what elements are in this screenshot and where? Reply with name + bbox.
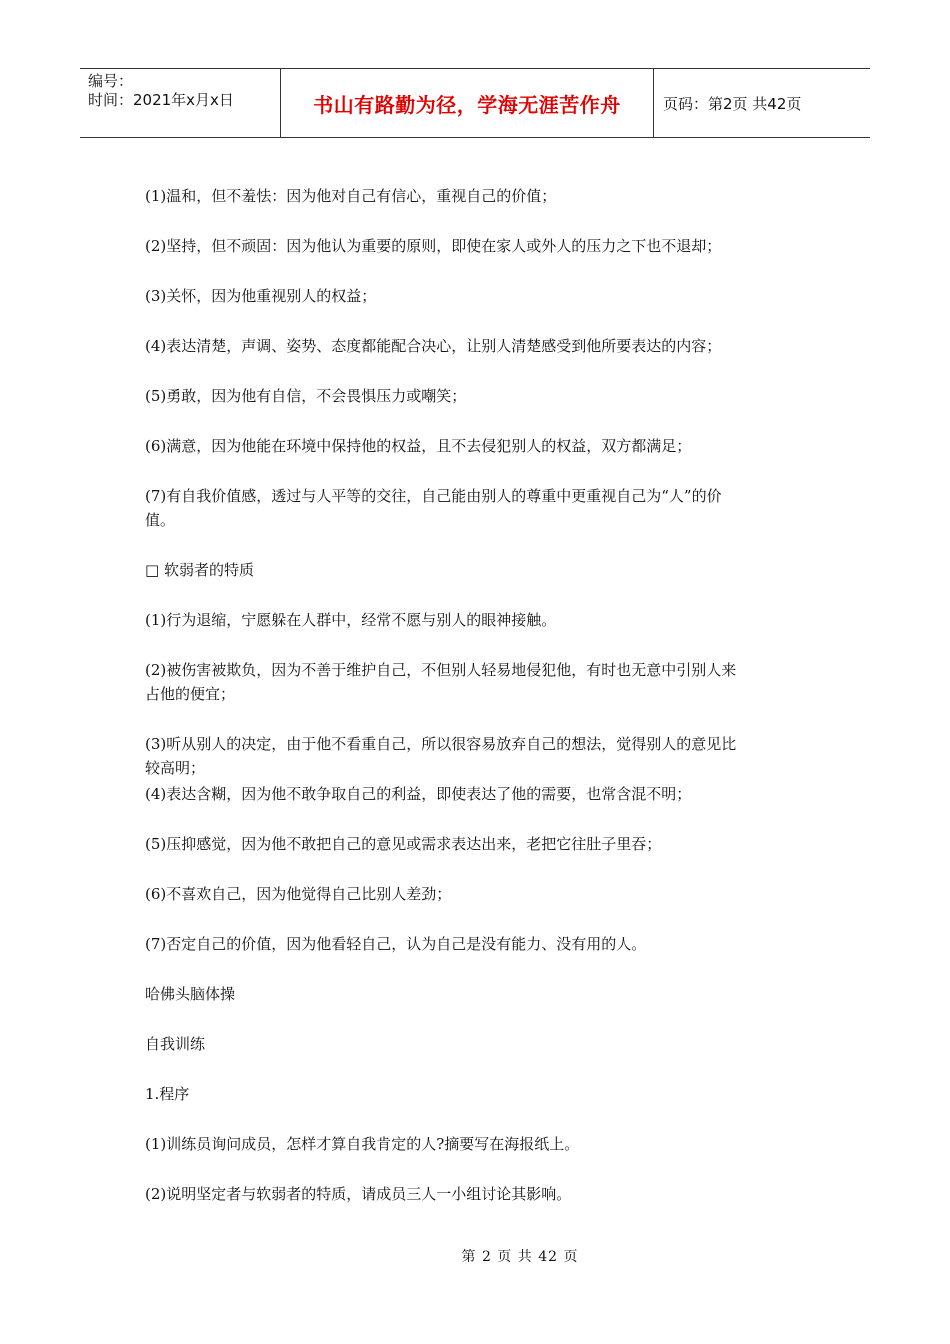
paragraph-line: (7)有自我价值感，透过与人平等的交往，自己能由别人的尊重中更重视自己为“人”的价	[145, 487, 722, 505]
paragraph-line: 较高明；	[145, 759, 206, 777]
paragraph-line: 占他的便宜；	[145, 685, 236, 703]
paragraph	[145, 832, 810, 856]
paragraph-line: (2)被伤害被欺负，因为不善于维护自己，不但别人轻易地侵犯他，有时也无意中引别人来	[145, 661, 737, 679]
paragraph-line: 值。	[145, 511, 176, 529]
paragraph	[145, 782, 810, 806]
paragraph	[145, 882, 810, 906]
paragraph	[145, 484, 810, 532]
paragraph-line: (5)压抑感觉，因为他不敢把自己的意见或需求表达出来，老把它往肚子里吞；	[145, 835, 662, 853]
paragraph	[145, 384, 810, 408]
paragraph-line: 1.程序	[145, 1085, 190, 1103]
paragraph	[145, 1032, 810, 1056]
header-motto: 书山有路勤为径，学海无涯苦作舟	[281, 69, 654, 137]
paragraph-line: (1)温和，但不羞怯：因为他对自己有信心，重视自己的价值；	[145, 187, 557, 205]
paragraph-line: 自我训练	[145, 1035, 206, 1053]
paragraph	[145, 434, 810, 458]
paragraph	[145, 932, 810, 956]
paragraph	[145, 982, 810, 1006]
paragraph-line: (1)行为退缩，宁愿躲在人群中，经常不愿与别人的眼神接触。	[145, 611, 557, 629]
paragraph	[145, 1182, 810, 1206]
paragraph	[145, 608, 810, 632]
paragraph-line: (1)训练员询问成员，怎样才算自我肯定的人?摘要写在海报纸上。	[145, 1135, 580, 1153]
paragraph-line: (2)坚持，但不顽固：因为他认为重要的原则，即使在家人或外人的压力之下也不退却；	[145, 237, 722, 255]
paragraph	[145, 184, 810, 208]
paragraph-line: (5)勇敢，因为他有自信，不会畏惧压力或嘲笑；	[145, 387, 467, 405]
paragraph	[145, 558, 810, 582]
header-meta	[80, 69, 281, 137]
header-number-label: 编号：	[88, 72, 134, 90]
paragraph-line: (6)不喜欢自己，因为他觉得自己比别人差劲；	[145, 885, 452, 903]
paragraph	[145, 1082, 810, 1106]
paragraph-line: (3)听从别人的决定，由于他不看重自己，所以很容易放弃自己的想法，觉得别人的意见比	[145, 735, 737, 753]
paragraph-line: (6)满意，因为他能在环境中保持他的权益，且不去侵犯别人的权益，双方都满足；	[145, 437, 692, 455]
paragraph-line: (2)说明坚定者与软弱者的特质，请成员三人一小组讨论其影响。	[145, 1185, 572, 1203]
page-footer: 第 2 页 共 42 页	[461, 1249, 579, 1265]
paragraph-line: □ 软弱者的特质	[145, 561, 254, 579]
header-page-info: 页码：第2页 共42页	[663, 94, 802, 113]
header-date-label: 时间：2021年x月x日	[88, 91, 234, 109]
paragraph	[145, 1132, 810, 1156]
paragraph-line: (3)关怀，因为他重视别人的权益；	[145, 287, 377, 305]
paragraph-line: (4)表达清楚，声调、姿势、态度都能配合决心，让别人清楚感受到他所要表达的内容；	[145, 337, 722, 355]
paragraph	[145, 732, 810, 780]
paragraph-line: (4)表达含糊，因为他不敢争取自己的利益，即使表达了他的需要，也常含混不明；	[145, 785, 692, 803]
paragraph	[145, 658, 810, 706]
paragraph	[145, 234, 810, 258]
paragraph-line: (7)否定自己的价值，因为他看轻自己，认为自己是没有能力、没有用的人。	[145, 935, 647, 953]
paragraph	[145, 284, 810, 308]
paragraph-line: 哈佛头脑体操	[145, 985, 236, 1003]
document-header	[80, 68, 870, 138]
paragraph	[145, 334, 810, 358]
